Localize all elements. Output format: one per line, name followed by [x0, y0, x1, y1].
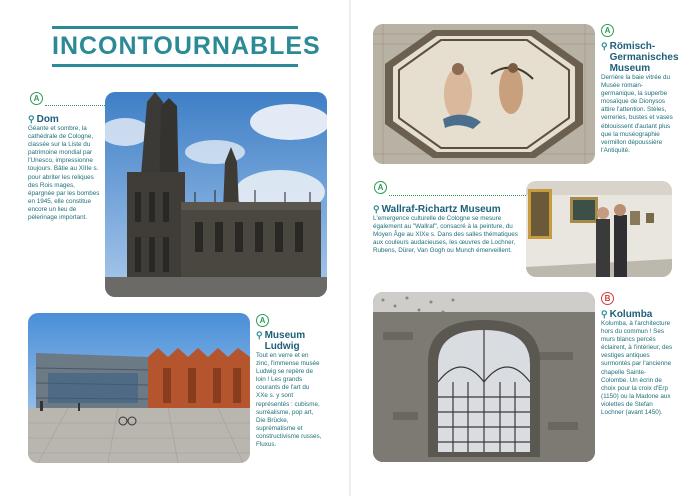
- entry-wallraf-title: Wallraf-Richartz Museum: [381, 204, 501, 215]
- map-pin-icon: ⚲: [601, 309, 608, 319]
- map-pin-icon: ⚲: [28, 114, 35, 124]
- entry-ludwig: [256, 330, 322, 449]
- badge-kolumba: B: [601, 292, 614, 305]
- leader-dom: [45, 105, 105, 106]
- entry-roemisch-title: Römisch-Germanisches Museum: [609, 41, 679, 74]
- entry-kolumba: [601, 309, 673, 417]
- badge-ludwig: A: [256, 314, 269, 327]
- page-title: INCONTOURNABLES: [52, 32, 321, 60]
- badge-wallraf: A: [374, 181, 387, 194]
- entry-dom: [28, 114, 101, 222]
- map-pin-icon: ⚲: [256, 330, 263, 340]
- title-rule-bottom: [52, 64, 298, 67]
- photo-museum-ludwig: [28, 313, 250, 463]
- photo-cologne-cathedral: [105, 92, 327, 297]
- photo-kolumba: [373, 292, 595, 462]
- entry-roemisch: [601, 41, 679, 155]
- entry-kolumba-title: Kolumba: [609, 309, 653, 320]
- entry-wallraf: [373, 204, 523, 255]
- entry-kolumba-text: Kolumba, à l'architecture hors du commun ! Ses murs blancs percés éclairent, à l'intérieur, des vestiges antiques surmontés par l'ancienne chapelle Sainte-Colombe. Un écrin de choix pour la croix d'Erp (1150) ou la Madone aux violettes de Stefan Lochner (avant 1450).: [601, 320, 673, 417]
- leader-wallraf: [389, 195, 526, 196]
- page-spine: [349, 0, 351, 496]
- entry-wallraf-text: L'emergence culturelle de Cologne se mesure également au "Wallraf", consacré à la peinture, du Moyen Âge au XIXe s. Dans des salles thématiques aux couleurs audacieuses, les œuvres de Lochner, Rubens, Dürer, Van Gogh ou Munch émerveillent.: [373, 215, 518, 255]
- entry-roemisch-text: Derrière la baie vitrée du Musée romain-germanique, la superbe mosaïque de Dionysos attire l'attention. Stèles, verreries, bustes et vases éblouissent d'autant plus que la muséographie vermillon dépoussière l'Antiquité.: [601, 74, 673, 154]
- entry-ludwig-title: Museum Ludwig: [264, 330, 306, 352]
- badge-roemisch: A: [601, 24, 614, 37]
- entry-dom-text: Géante et sombre, la cathédrale de Cologne, classée sur la Liste du patrimoine mondial par l'Unesco, impressionne toujours. Bâtie au XIIIe s. pour abriter les reliques des Rois mages, épargnée par les bombes en 1945, elle constitue encore un lieu de pèlerinage important.: [28, 125, 100, 222]
- map-pin-icon: ⚲: [373, 204, 380, 214]
- map-pin-icon: ⚲: [601, 41, 608, 51]
- page-title-block: [52, 26, 321, 67]
- entry-dom-title: Dom: [36, 114, 59, 125]
- photo-wallraf-gallery: [526, 181, 672, 277]
- badge-dom: A: [30, 92, 43, 105]
- entry-ludwig-text: Tout en verre et en zinc, l'immense musée Ludwig se repère de loin ! Les grands courants de l'art du XXe s. y sont représentés : cubisme, surréalisme, pop art, Die Brücke, suprématisme et constructivisme russes, Fluxus.: [256, 352, 322, 449]
- photo-dionysos-mosaic: [373, 24, 595, 164]
